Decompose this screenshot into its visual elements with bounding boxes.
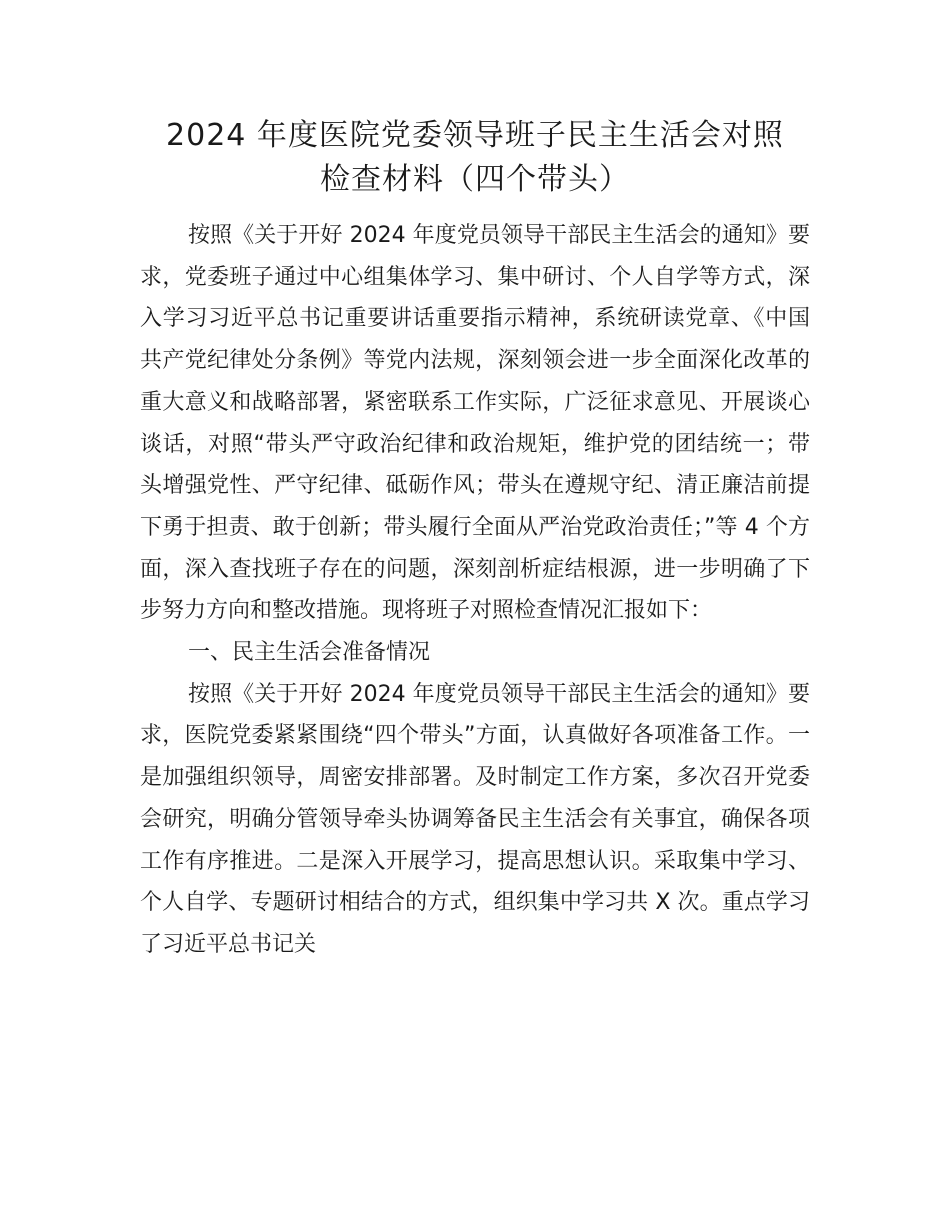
- section-heading: 一、民主生活会准备情况: [188, 640, 431, 666]
- intro-paragraph: 按照《关于开好 2024 年度党员领导干部民主生活会的通知》要求，党委班子通过中心组集体学习、集中研讨、个人自学等方式，深入学习习近平总书记重要讲话重要指示精神，系统研读党章、《中国共产党纪律处分条例》等党内法规，深刻领会进一步全面深化改革的重大意义和战略部署，紧密联系工作实际，广泛征求意见、开展谈心谈话，对照“带头严守政治纪律和政治规矩，维护党的团结统一；带头增强党性、严守纪律、砥砺作风；带头在遵规守纪、清正廉洁前提下勇于担责、敢于创新；带头履行全面从严治党政治责任；”等 4 个方面，深入查找班子存在的问题，深刻剖析症结根源，进一步明确了下步努力方向和整改措施。现将班子对照检查情况汇报如下：: [140, 223, 810, 624]
- document-title-line-2: 检查材料（四个带头）: [320, 162, 630, 197]
- preparation-paragraph: 按照《关于开好 2024 年度党员领导干部民主生活会的通知》要求，医院党委紧紧围绕“四个带头”方面，认真做好各项准备工作。一是加强组织领导，周密安排部署。及时制定工作方案，多次召开党委会研究，明确分管领导牵头协调筹备民主生活会有关事宜，确保各项工作有序推进。二是深入开展学习，提高思想认识。采取集中学习、个人自学、专题研讨相结合的方式，组织集中学习共 X 次。重点学习了习近平总书记关: [140, 681, 810, 957]
- document-body: [140, 215, 810, 966]
- document-title-line-1: 2024 年度医院党委领导班子民主生活会对照: [166, 118, 784, 153]
